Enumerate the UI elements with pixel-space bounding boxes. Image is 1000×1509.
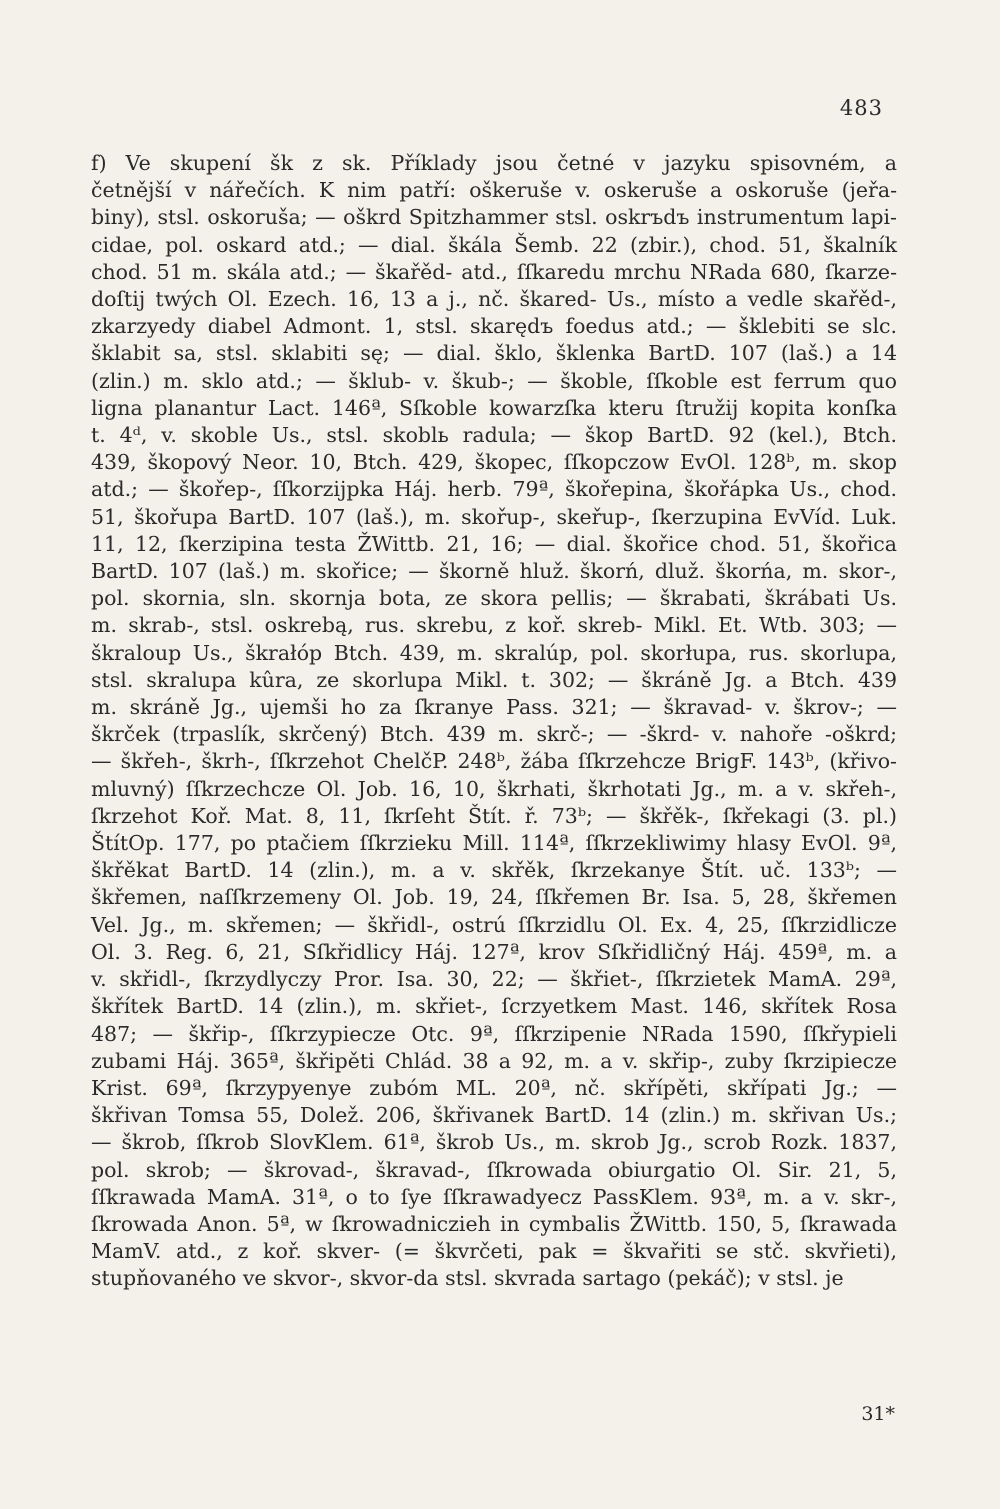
text-line: ſkrowada Anon. 5ª, w ſkrowadniczieh in cymbalis ŽWittb. 150, 5, ſkrawada: [91, 1211, 897, 1236]
text-line: šklabit sa, stsl. sklabiti sę; — dial. šklo, šklenka BartD. 107 (laš.) a 14: [91, 341, 897, 366]
text-line: — škřeh-, škrh-, ſſkrzehot ChelčP. 248ᵇ, žába ſſkrzehcze BrigF. 143ᵇ, (křivo-: [91, 749, 897, 774]
text-line: škraloup Us., škrałóp Btch. 439, m. skralúp, pol. skorłupa, rus. skorlupa,: [91, 640, 897, 665]
text-line: BartD. 107 (laš.) m. skořice; — škorně hluž. škorń, dluž. škorńa, m. skor-,: [91, 559, 897, 584]
text-line: ſkrzehot Koř. Mat. 8, 11, ſkrſeht Štít. ř. 73ᵇ; — škřěk-, ſkřekagi (3. pl.): [91, 803, 897, 828]
printer-signature: 31*: [861, 1403, 895, 1425]
text-line: v. skřidl-, ſkrzydlyczy Pror. Isa. 30, 22; — škřiet-, ſſkrzietek MamA. 29ª,: [91, 967, 897, 992]
text-line: t. 4ᵈ, v. skoble Us., stsl. skoblь radula; — škop BartD. 92 (kel.), Btch.: [91, 423, 897, 448]
text-line: Krist. 69ª, ſkrzypyenye zubóm ML. 20ª, nč. skřípěti, skřípati Jg.; —: [91, 1075, 897, 1100]
text-line: stupňovaného ve skvor-, skvor-da stsl. skvrada sartago (pekáč); v stsl. je: [91, 1266, 844, 1291]
text-line: pol. skornia, sln. skornja bota, ze skora pellis; — škrabati, škrábati Us.: [91, 586, 897, 611]
text-line: ŠtítOp. 177, po ptačiem ſſkrzieku Mill. 114ª, ſſkrzekliwimy hlasy EvOl. 9ª,: [91, 831, 897, 856]
text-line: zkarzyedy diabel Admont. 1, stsl. skarędъ foedus atd.; — šklebiti se slc.: [91, 314, 897, 339]
text-line: škrček (trpaslík, skrčený) Btch. 439 m. skrč-; — -škrd- v. nahoře -oškrd;: [91, 722, 897, 747]
page-number: 483: [839, 96, 883, 120]
text-line: mluvný) ſſkrzechcze Ol. Job. 16, 10, škrhati, škrhotati Jg., m. a v. skřeh-,: [91, 776, 897, 801]
text-line: škřěkat BartD. 14 (zlin.), m. a v. skřěk, ſkrzekanye Štít. uč. 133ᵇ; —: [91, 858, 897, 883]
text-line: pol. skrob; — škrovad-, škravad-, ſſkrowada obiurgatio Ol. Sir. 21, 5,: [91, 1157, 897, 1182]
text-line: škřemen, naſſkrzemeny Ol. Job. 19, 24, ſſkřemen Br. Isa. 5, 28, škřemen: [91, 885, 897, 910]
body-text: [91, 150, 897, 1293]
text-line: m. skrab-, stsl. oskrebą, rus. skrebu, z koř. skreb- Mikl. Et. Wtb. 303; —: [91, 613, 897, 638]
text-line: škřítek BartD. 14 (zlin.), m. skřiet-, ſcrzyetkem Mast. 146, skřítek Rosa: [91, 994, 897, 1019]
text-line: škřivan Tomsa 55, Dolež. 206, škřivanek BartD. 14 (zlin.) m. skřivan Us.;: [91, 1103, 897, 1128]
text-line: atd.; — škořep-, ſſkorzijpka Háj. herb. 79ª, škořepina, škořápka Us., chod.: [91, 477, 897, 502]
text-line: chod. 51 m. skála atd.; — škařěd- atd., ſſkaredu mrchu NRada 680, ſkarze-: [91, 259, 897, 284]
text-line: ligna planantur Lact. 146ª, Sſkoble kowarzſka kteru ſtružij kopita konſka: [91, 395, 897, 420]
text-line: 487; — škřip-, ſſkrzypiecze Otc. 9ª, ſſkrzipenie NRada 1590, ſſkřypieli: [91, 1021, 897, 1046]
text-line: četnější v nářečích. K nim patří: oškeruše v. oskeruše a oskoruše (jeřa-: [91, 178, 897, 203]
text-line: 51, škořupa BartD. 107 (laš.), m. skořup-, skeřup-, ſkerzupina EvVíd. Luk.: [91, 504, 897, 529]
text-line: m. skráně Jg., ujemši ho za ſkranye Pass. 321; — škravad- v. škrov-; —: [91, 695, 897, 720]
text-line: Vel. Jg., m. skřemen; — škřidl-, ostrú ſſkrzidlu Ol. Ex. 4, 25, ſſkrzidlicze: [91, 912, 897, 937]
text-line: MamV. atd., z koř. skver- (= škvrčeti, pak = škvařiti se stč. skvřieti),: [91, 1239, 897, 1264]
text-line: — škrob, ſſkrob SlovKlem. 61ª, škrob Us., m. skrob Jg., scrob Rozk. 1837,: [91, 1130, 897, 1155]
text-line: ſſkrawada MamA. 31ª, o to ſye ſſkrawadyecz PassKlem. 93ª, m. a v. skr-,: [91, 1184, 897, 1209]
text-line: zubami Háj. 365ª, škřipěti Chlád. 38 a 92, m. a v. skřip-, zuby ſkrzipiecze: [91, 1048, 897, 1073]
text-line: stsl. skralupa kûra, ze skorlupa Mikl. t. 302; — škráně Jg. a Btch. 439: [91, 667, 897, 692]
text-line: (zlin.) m. sklo atd.; — šklub- v. škub-; — škoble, ſſkoble est ferrum quo: [91, 368, 897, 393]
text-line: 439, škopový Neor. 10, Btch. 429, škopec, ſſkopczow EvOl. 128ᵇ, m. skop: [91, 450, 897, 475]
text-line: f) Ve skupení šk z sk. Příklady jsou četné v jazyku spisovném, a: [91, 151, 897, 175]
text-line: doſtij twých Ol. Ezech. 16, 13 a j., nč. škared- Us., místo a vedle skařěd-,: [91, 287, 897, 312]
text-line: cidae, pol. oskard atd.; — dial. škála Šemb. 22 (zbir.), chod. 51, škalník: [91, 232, 897, 257]
text-line: 11, 12, ſkerzipina testa ŽWittb. 21, 16; — dial. škořice chod. 51, škořica: [91, 531, 897, 556]
text-line: Ol. 3. Reg. 6, 21, Sſkřidlicy Háj. 127ª, krov Sſkřidličný Háj. 459ª, m. a: [91, 939, 897, 964]
text-line: biny), stsl. oskoruša; — oškrd Spitzhammer stsl. oskrъdъ instrumentum lapi-: [91, 205, 897, 230]
